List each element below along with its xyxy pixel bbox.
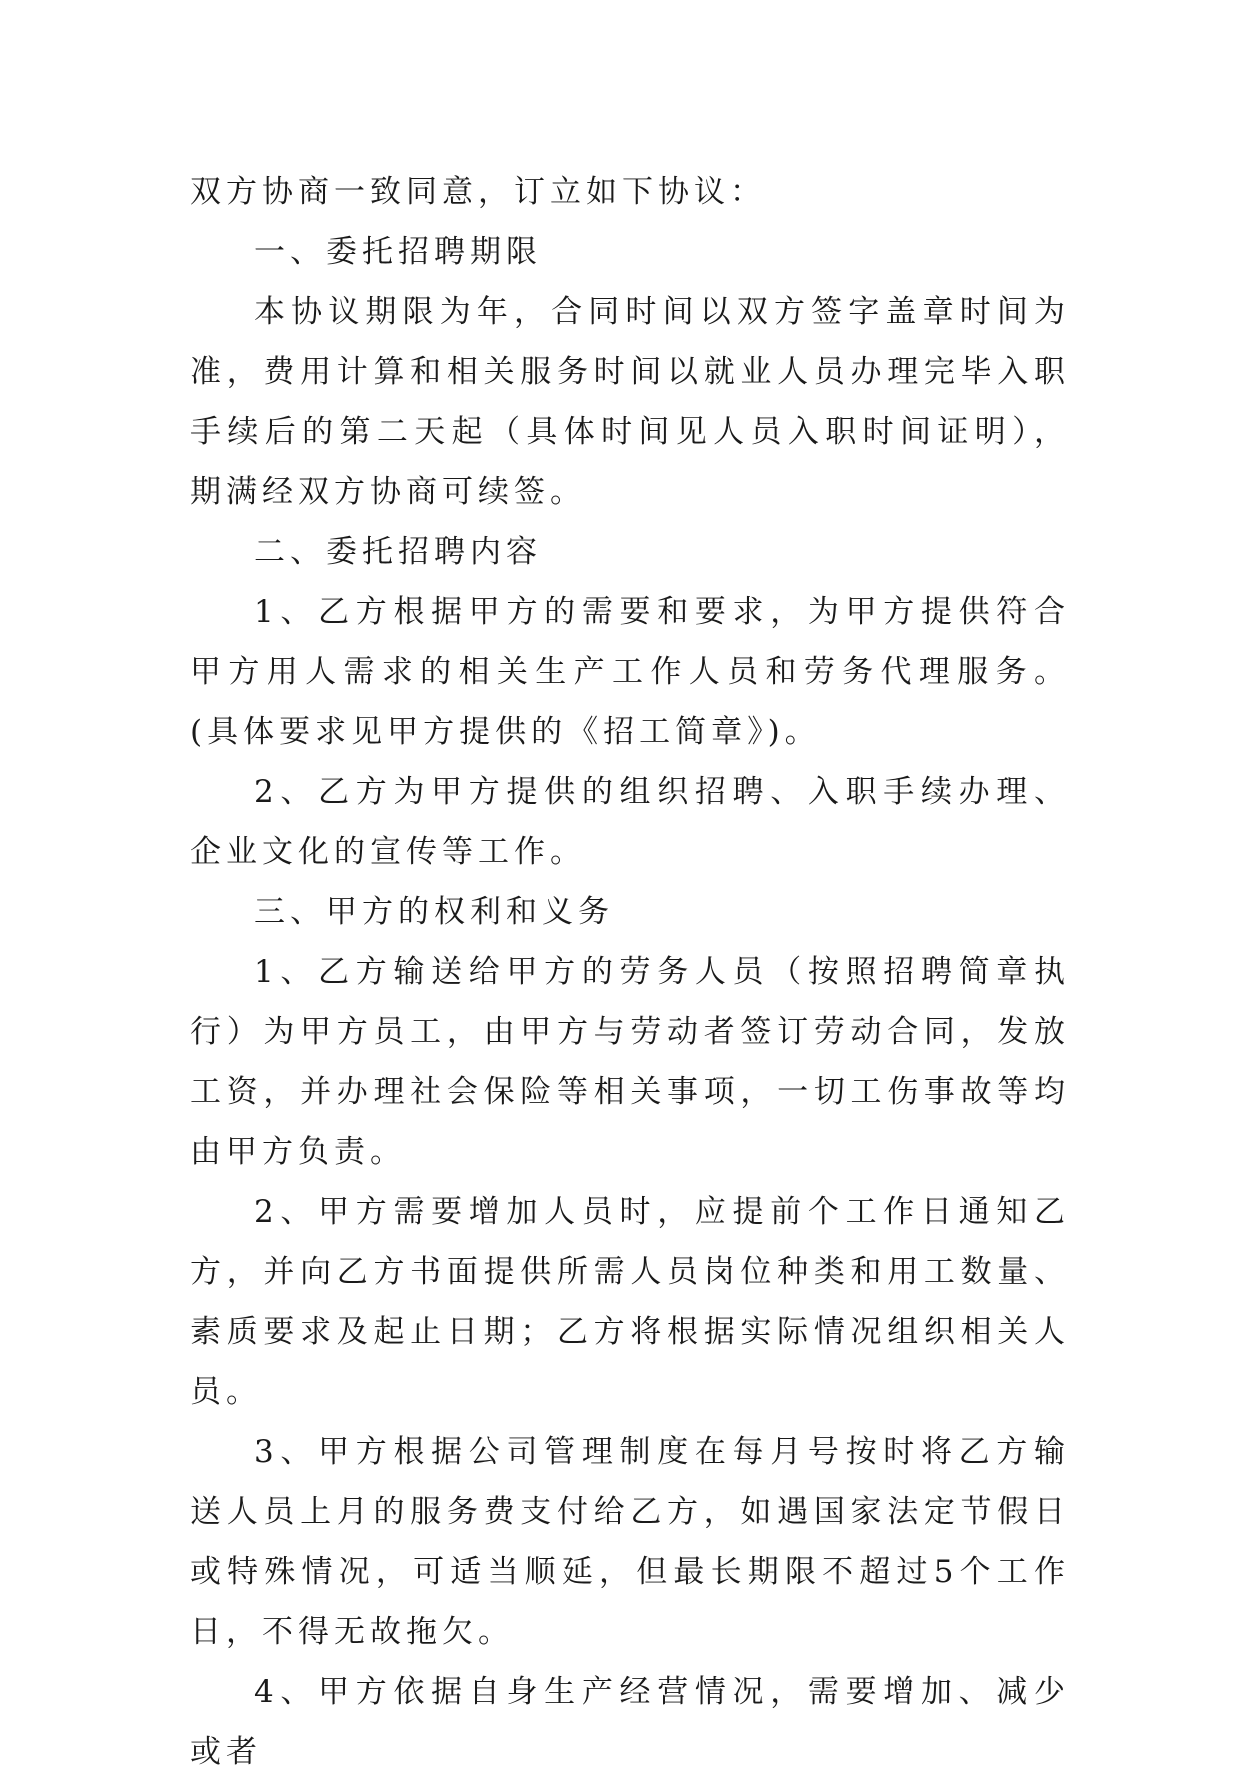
document-body (190, 162, 1070, 1782)
paragraph-term: 本协议期限为年，合同时间以双方签字盖章时间为准，费用计算和相关服务时间以就业人员办理完毕入职手续后的第二天起（具体时间见人员入职时间证明），期满经双方协商可续签。 (190, 294, 1070, 510)
paragraph-right-4: 4、甲方依据自身生产经营情况，需要增加、减少或者 (190, 1674, 1070, 1770)
paragraph-right-3: 3、甲方根据公司管理制度在每月号按时将乙方输送人员上月的服务费支付给乙方，如遇国家法定节假日或特殊情况，可适当顺延，但最长期限不超过5个工作日，不得无故拖欠。 (190, 1434, 1070, 1650)
paragraph-content-1: 1、乙方根据甲方的需要和要求，为甲方提供符合甲方用人需求的相关生产工作人员和劳务代理服务。(具体要求见甲方提供的《招工简章》)。 (190, 594, 1070, 750)
paragraph-right-1: 1、乙方输送给甲方的劳务人员（按照招聘简章执行）为甲方员工，由甲方与劳动者签订劳动合同，发放工资，并办理社会保险等相关事项，一切工伤事故等均由甲方负责。 (190, 954, 1070, 1170)
section-heading-content: 二、委托招聘内容 (254, 534, 542, 570)
section-heading-term: 一、委托招聘期限 (254, 234, 542, 270)
paragraph-intro: 双方协商一致同意，订立如下协议： (190, 174, 766, 210)
paragraph-right-2: 2、甲方需要增加人员时，应提前个工作日通知乙方，并向乙方书面提供所需人员岗位种类和用工数量、素质要求及起止日期；乙方将根据实际情况组织相关人员。 (190, 1194, 1070, 1410)
section-heading-rights: 三、甲方的权利和义务 (254, 894, 614, 930)
paragraph-content-2: 2、乙方为甲方提供的组织招聘、入职手续办理、企业文化的宣传等工作。 (190, 774, 1070, 870)
